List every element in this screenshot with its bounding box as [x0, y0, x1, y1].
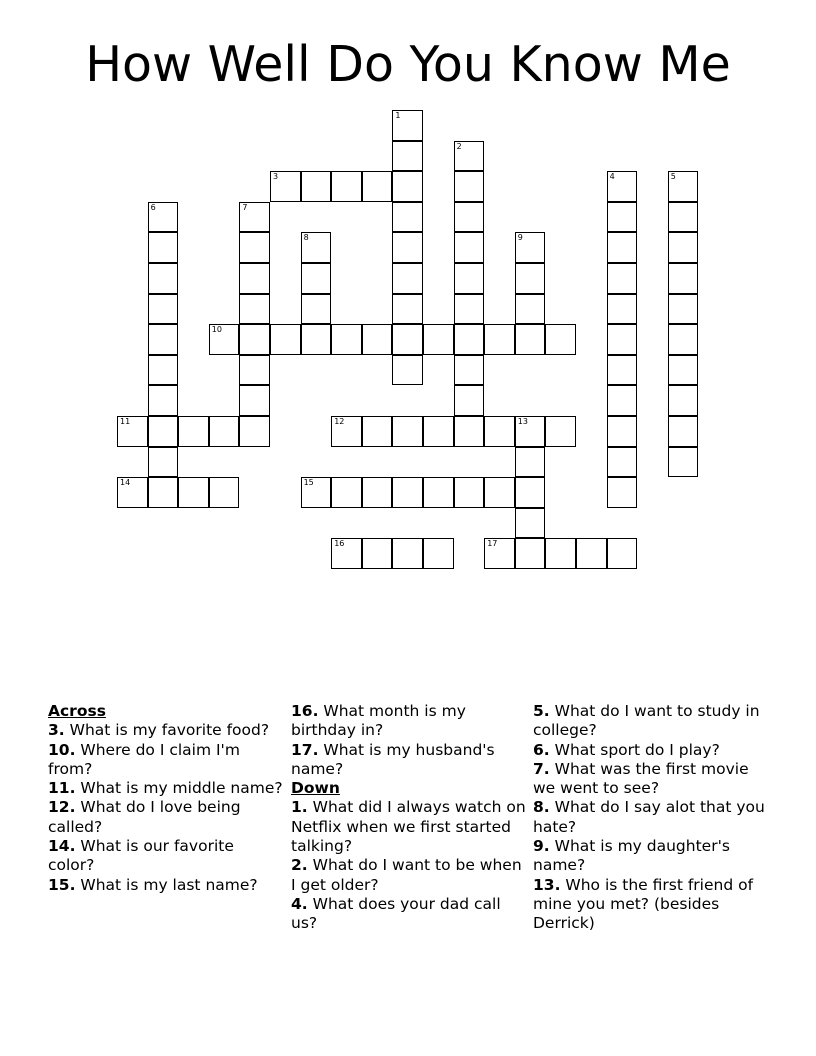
clue-number: 10.: [48, 740, 76, 759]
down-clue: [533, 741, 768, 760]
grid-cell[interactable]: [515, 416, 546, 447]
clue-number: 11.: [48, 779, 76, 798]
clue-text: What do I want to study in college?: [533, 702, 760, 740]
cell-number: 8: [303, 233, 309, 243]
grid-cell[interactable]: [301, 294, 332, 325]
down-clue: [533, 876, 768, 934]
grid-cell[interactable]: [668, 447, 699, 478]
cell-number: 12: [334, 417, 345, 426]
clue-text: What month is my birthday in?: [291, 702, 466, 740]
clue-number: 9.: [533, 837, 550, 856]
grid-cell[interactable]: [239, 232, 270, 263]
across-clue: [48, 721, 283, 740]
down-clue: [533, 702, 768, 741]
grid-cell[interactable]: [454, 416, 485, 447]
across-clue: [48, 779, 283, 798]
clue-text: What do I want to be when I get older?: [291, 856, 522, 894]
grid-cell[interactable]: [454, 171, 485, 202]
grid-cell[interactable]: [239, 202, 270, 233]
grid-cell[interactable]: [515, 232, 546, 263]
cell-number: 7: [242, 202, 248, 212]
grid-cell[interactable]: [515, 324, 546, 355]
grid-cell[interactable]: [362, 324, 393, 355]
grid-cell[interactable]: [392, 538, 423, 569]
grid-cell[interactable]: [148, 202, 179, 233]
across-clue: [48, 876, 283, 895]
grid-cell[interactable]: [607, 447, 638, 478]
grid-cell[interactable]: [239, 263, 270, 294]
clue-text: What is my husband's name?: [291, 740, 495, 778]
clue-number: 12.: [48, 798, 76, 817]
clue-text: What is my daughter's name?: [533, 837, 730, 875]
clue-text: What was the first movie we went to see?: [533, 759, 749, 798]
across-clue: [291, 702, 526, 741]
grid-cell[interactable]: [545, 324, 576, 355]
grid-cell[interactable]: [392, 294, 423, 325]
down-clue: [291, 895, 526, 934]
cell-number: 13: [517, 417, 528, 426]
grid-cell[interactable]: [301, 232, 332, 263]
grid-cell[interactable]: [607, 324, 638, 355]
down-heading: Down: [291, 779, 340, 798]
grid-cell[interactable]: [515, 508, 546, 539]
grid-cell[interactable]: [117, 477, 148, 508]
grid-cell[interactable]: [148, 355, 179, 386]
grid-cell[interactable]: [301, 171, 332, 202]
grid-cell[interactable]: [331, 171, 362, 202]
clue-number: 2.: [291, 856, 308, 875]
grid-cell[interactable]: [515, 263, 546, 294]
grid-cell[interactable]: [668, 324, 699, 355]
clue-text: What do I love being called?: [48, 798, 241, 836]
grid-cell[interactable]: [515, 538, 546, 569]
grid-cell[interactable]: [484, 538, 515, 569]
grid-cell[interactable]: [423, 416, 454, 447]
grid-cell[interactable]: [454, 324, 485, 355]
grid-cell[interactable]: [668, 294, 699, 325]
clue-column-2: [291, 702, 526, 934]
clue-number: 16.: [291, 702, 319, 720]
clue-number: 6.: [533, 740, 550, 759]
clue-number: 1.: [291, 798, 308, 817]
grid-cell[interactable]: [668, 263, 699, 294]
clue-text: What is my favorite food?: [64, 721, 270, 740]
grid-cell[interactable]: [607, 538, 638, 569]
grid-cell[interactable]: [362, 538, 393, 569]
grid-cell[interactable]: [454, 202, 485, 233]
grid-cell[interactable]: [668, 171, 699, 202]
grid-cell[interactable]: [392, 416, 423, 447]
grid-cell[interactable]: [362, 416, 393, 447]
down-clue: [533, 760, 768, 799]
grid-cell[interactable]: [607, 416, 638, 447]
grid-cell[interactable]: [362, 477, 393, 508]
clue-text: What is my middle name?: [75, 779, 283, 798]
grid-cell[interactable]: [148, 263, 179, 294]
grid-cell[interactable]: [301, 477, 332, 508]
grid-cell[interactable]: [209, 324, 240, 355]
grid-cell[interactable]: [607, 355, 638, 386]
grid-cell[interactable]: [331, 538, 362, 569]
grid-cell[interactable]: [178, 416, 209, 447]
grid-cell[interactable]: [515, 477, 546, 508]
grid-cell[interactable]: [331, 324, 362, 355]
grid-cell[interactable]: [239, 355, 270, 386]
clue-number: 3.: [48, 721, 65, 740]
clue-number: 15.: [48, 875, 76, 894]
grid-cell[interactable]: [545, 416, 576, 447]
cell-number: 9: [517, 233, 523, 243]
grid-cell[interactable]: [301, 263, 332, 294]
cell-number: 11: [120, 417, 131, 426]
clue-text: What is our favorite color?: [48, 837, 234, 875]
cell-number: 4: [609, 172, 615, 182]
grid-cell[interactable]: [239, 416, 270, 447]
grid-cell[interactable]: [454, 232, 485, 263]
grid-cell[interactable]: [454, 141, 485, 172]
grid-cell[interactable]: [117, 416, 148, 447]
grid-cell[interactable]: [392, 232, 423, 263]
grid-cell[interactable]: [392, 263, 423, 294]
grid-cell[interactable]: [454, 477, 485, 508]
grid-cell[interactable]: [454, 355, 485, 386]
clue-number: 17.: [291, 740, 319, 759]
grid-cell[interactable]: [484, 477, 515, 508]
grid-cell[interactable]: [423, 324, 454, 355]
cell-number: 3: [273, 172, 279, 182]
grid-cell[interactable]: [392, 477, 423, 508]
grid-cell[interactable]: [668, 202, 699, 233]
clue-text: Where do I claim I'm from?: [48, 740, 240, 778]
grid-cell[interactable]: [148, 447, 179, 478]
grid-cell[interactable]: [148, 294, 179, 325]
clue-column-1: [48, 702, 283, 895]
cell-number: 15: [303, 478, 314, 488]
clue-text: Who is the first friend of mine you met? (besides Derrick): [533, 875, 754, 933]
grid-cell[interactable]: [454, 263, 485, 294]
grid-cell[interactable]: [545, 538, 576, 569]
grid-cell[interactable]: [607, 294, 638, 325]
clue-column-3: [533, 702, 768, 934]
grid-cell[interactable]: [148, 324, 179, 355]
cell-number: 6: [150, 202, 156, 212]
grid-cell[interactable]: [270, 171, 301, 202]
grid-cell[interactable]: [148, 385, 179, 416]
grid-cell[interactable]: [239, 385, 270, 416]
down-clue: [533, 798, 768, 837]
grid-cell[interactable]: [392, 141, 423, 172]
clue-number: 8.: [533, 798, 550, 817]
grid-cell[interactable]: [178, 477, 209, 508]
down-clue: [291, 798, 526, 856]
grid-cell[interactable]: [331, 477, 362, 508]
cell-number: 17: [487, 539, 498, 549]
across-clue: [48, 837, 283, 876]
grid-cell[interactable]: [239, 324, 270, 355]
clue-text: What did I always watch on Netflix when we first started talking?: [291, 798, 526, 856]
cell-number: 1: [395, 111, 401, 120]
clue-number: 14.: [48, 837, 76, 856]
across-heading: Across: [48, 702, 106, 720]
clue-text: What is my last name?: [75, 875, 258, 894]
clue-text: What sport do I play?: [549, 740, 720, 759]
grid-cell[interactable]: [668, 355, 699, 386]
grid-cell[interactable]: [515, 294, 546, 325]
grid-cell[interactable]: [607, 232, 638, 263]
grid-cell[interactable]: [607, 263, 638, 294]
across-clue: [48, 798, 283, 837]
grid-cell[interactable]: [362, 171, 393, 202]
cell-number: 5: [670, 172, 676, 182]
grid-cell[interactable]: [270, 324, 301, 355]
across-clue: [48, 741, 283, 780]
grid-cell[interactable]: [392, 202, 423, 233]
grid-cell[interactable]: [148, 416, 179, 447]
grid-cell[interactable]: [454, 294, 485, 325]
clue-number: 5.: [533, 702, 550, 720]
cell-number: 14: [120, 478, 131, 488]
across-clue: [291, 741, 526, 780]
clue-number: 7.: [533, 759, 550, 778]
grid-cell[interactable]: [301, 324, 332, 355]
clue-text: What do I say alot that you hate?: [533, 798, 765, 836]
cell-number: 16: [334, 539, 345, 549]
grid-cell[interactable]: [331, 416, 362, 447]
grid-cell[interactable]: [668, 232, 699, 263]
grid-cell[interactable]: [392, 171, 423, 202]
grid-cell[interactable]: [607, 171, 638, 202]
grid-cell[interactable]: [668, 385, 699, 416]
cell-number: 10: [211, 325, 222, 335]
grid-cell[interactable]: [668, 416, 699, 447]
grid-cell[interactable]: [607, 477, 638, 508]
down-clue: [291, 856, 526, 895]
page-title: How Well Do You Know Me: [85, 36, 731, 93]
clue-text: What does your dad call us?: [291, 894, 501, 933]
clue-number: 13.: [533, 875, 561, 894]
grid-cell[interactable]: [484, 324, 515, 355]
grid-cell[interactable]: [576, 538, 607, 569]
down-clue: [533, 837, 768, 876]
grid-cell[interactable]: [392, 324, 423, 355]
grid-cell[interactable]: [515, 447, 546, 478]
grid-cell[interactable]: [423, 477, 454, 508]
grid-cell[interactable]: [392, 355, 423, 386]
grid-cell[interactable]: [423, 538, 454, 569]
grid-cell[interactable]: [607, 202, 638, 233]
grid-cell[interactable]: [607, 385, 638, 416]
cell-number: 2: [456, 141, 462, 151]
grid-cell[interactable]: [484, 416, 515, 447]
grid-cell[interactable]: [454, 385, 485, 416]
grid-cell[interactable]: [239, 294, 270, 325]
grid-cell[interactable]: [209, 416, 240, 447]
grid-cell[interactable]: [148, 477, 179, 508]
grid-cell[interactable]: [148, 232, 179, 263]
grid-cell[interactable]: [209, 477, 240, 508]
grid-cell[interactable]: [392, 110, 423, 141]
clue-number: 4.: [291, 894, 308, 913]
